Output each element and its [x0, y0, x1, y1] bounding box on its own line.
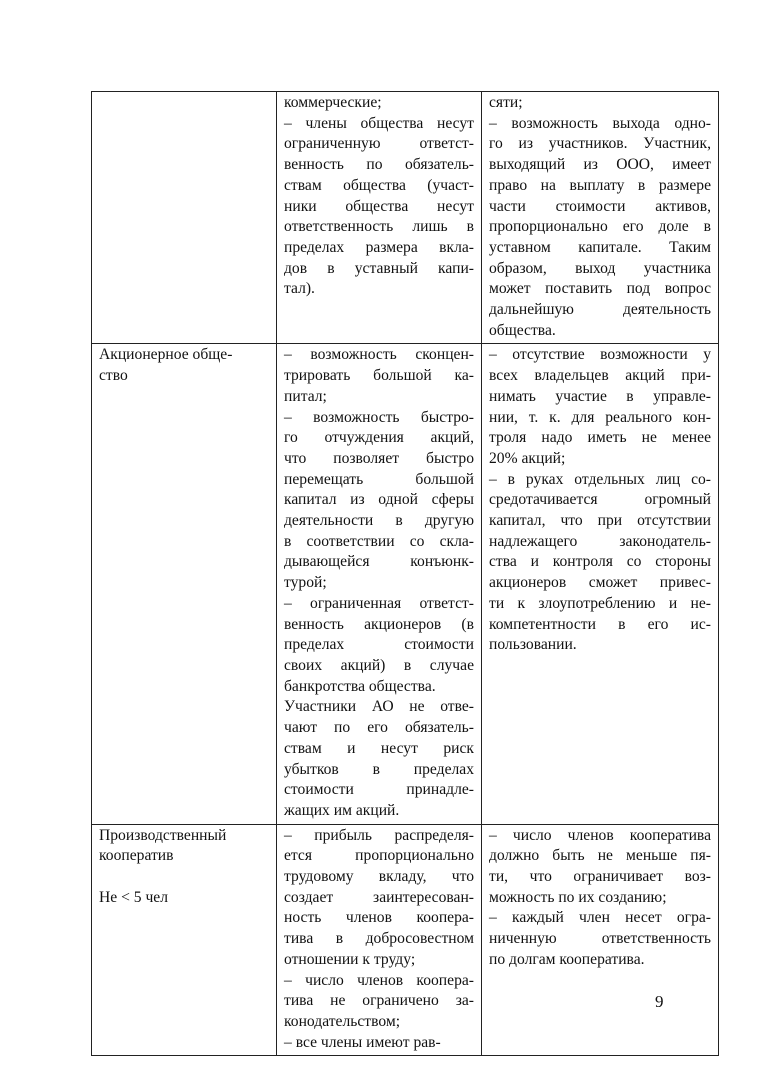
cell-text-line: ствам и несут риск	[284, 739, 474, 757]
cell-text-line: тал).	[284, 280, 315, 298]
cell-text-line: в соответствии со скла-	[284, 532, 474, 550]
cell-text-line: можность по их созданию;	[489, 888, 667, 906]
cell-text-line: дальнейшую деятельность	[489, 301, 711, 319]
cell-text-line: убытков в пределах	[284, 760, 474, 778]
cell-text-line: ти к злоупотреблению и не-	[489, 594, 711, 612]
table-row	[92, 344, 719, 824]
table-cell-advantages	[277, 344, 482, 824]
cell-text-line: ниченную ответственность	[489, 930, 711, 948]
table-row	[92, 92, 719, 344]
cell-text-line: надлежащего законодатель-	[489, 532, 711, 550]
cell-text-line: – в руках отдельных лиц со-	[489, 470, 711, 488]
cell-text-line: пределах размера вкла-	[284, 238, 474, 256]
cell-text-line: – прибыль распределя-	[284, 826, 474, 844]
cell-text-line: Производственный	[99, 826, 227, 844]
cell-text-line: Акционерное обще-	[99, 346, 233, 364]
cell-text-line: 20% акций;	[489, 449, 566, 467]
cell-text-line: нии, т. к. для реального кон-	[489, 408, 711, 426]
cell-text-line: ства и контроля со стороны	[489, 553, 711, 571]
cell-text-line: капитал, что при отсутствии	[489, 512, 711, 530]
cell-text-line: турой;	[284, 574, 327, 592]
cell-text-line: – ограниченная ответст-	[284, 594, 474, 612]
cell-text-line: ти, что ограничивает воз-	[489, 868, 711, 886]
table-cell-advantages	[277, 92, 482, 344]
cell-text-line: образом, выход участника	[489, 259, 711, 277]
cell-text-line: го отчуждения акций,	[284, 429, 474, 447]
cell-text-line: общества.	[489, 321, 556, 339]
cell-text-line: питал;	[284, 387, 327, 405]
cell-text-line: перемещать большой	[284, 470, 474, 488]
cell-text-line: создает заинтересован-	[284, 888, 474, 906]
cell-text-line: деятельности в другую	[284, 512, 474, 530]
cell-text-line: всех владельцев акций при-	[489, 367, 711, 385]
cell-text-line: должно быть не меньше пя-	[489, 847, 711, 865]
cell-text-line: своих акций) в случае	[284, 656, 474, 674]
cell-text-line: чают по его обязатель-	[284, 719, 474, 737]
cell-text-line: ство	[99, 367, 128, 385]
cell-text-line: ограниченную ответст-	[284, 135, 474, 153]
comparison-table	[91, 91, 719, 1056]
cell-text-line: акционеров сможет привес-	[489, 574, 711, 592]
cell-text-line: коммерческие;	[284, 94, 382, 111]
cell-text-line: – возможность выхода одно-	[489, 114, 711, 132]
cell-text-line: пользовании.	[489, 636, 577, 654]
table-cell-disadvantages	[482, 92, 719, 344]
cell-text-line: – число членов коопера-	[284, 971, 474, 989]
cell-text-line: средотачивается огромный	[489, 491, 711, 509]
cell-text-line: го из участников. Участник,	[489, 135, 711, 153]
cell-text-line: может поставить под вопрос	[489, 280, 711, 298]
cell-text-line: трудовому вкладу, что	[284, 868, 474, 886]
cell-text-line: нимать участие в управле-	[489, 387, 711, 405]
cell-text-line: ется пропорционально	[284, 847, 474, 865]
cell-text-line: – возможность сконцен-	[284, 346, 474, 364]
cell-text-line: – члены общества несут	[284, 114, 474, 132]
cell-text-line: части стоимости активов,	[489, 197, 711, 215]
table-cell-org-form	[92, 344, 277, 824]
cell-text-line: дывающейся конъюнк-	[284, 553, 474, 571]
cell-text-line: ствам общества (участ-	[284, 176, 474, 194]
cell-text-line: – каждый член несет огра-	[489, 909, 711, 927]
cell-text-line: тива не ограничено за-	[284, 992, 474, 1010]
cell-text-line: кооператив	[99, 847, 174, 865]
cell-text-line: – возможность быстро-	[284, 408, 474, 426]
cell-text-line: – все члены имеют рав-	[284, 1033, 441, 1051]
table-cell-org-form	[92, 92, 277, 344]
cell-text-line: сяти;	[489, 94, 523, 111]
cell-text-line: ответственность лишь в	[284, 218, 474, 236]
cell-text-line: банкротства общества.	[284, 677, 436, 695]
cell-text-line: право на выплату в размере	[489, 176, 711, 194]
cell-text-line: стоимости принадле-	[284, 781, 474, 799]
cell-text-line: уставном капитале. Таким	[489, 238, 711, 256]
cell-text-line: выходящий из ООО, имеет	[489, 156, 711, 174]
table-cell-org-form	[92, 824, 277, 1056]
table-row	[92, 824, 719, 1056]
cell-text-line: по долгам кооператива.	[489, 950, 645, 968]
cell-text-line: ность членов коопера-	[284, 909, 474, 927]
cell-text-line: тива в добросовестном	[284, 930, 474, 948]
cell-text-line: дов в уставный капи-	[284, 259, 474, 277]
cell-text-line	[99, 867, 269, 888]
cell-text-line: пропорционально его доле в	[489, 218, 711, 236]
table-cell-advantages	[277, 824, 482, 1056]
cell-text-line: венность акционеров (в	[284, 615, 474, 633]
cell-text-line: – число членов кооператива	[489, 826, 711, 844]
page-number: 9	[655, 992, 664, 1011]
cell-text-line: компетентности в его ис-	[489, 615, 711, 633]
cell-text-line: ники общества несут	[284, 197, 474, 215]
cell-text-line: Не < 5 чел	[99, 888, 169, 906]
cell-text-line: венность по обязатель-	[284, 156, 474, 174]
cell-text-line: – отсутствие возможности у	[489, 346, 711, 364]
cell-text-line: жащих им акций.	[284, 801, 400, 819]
cell-text-line: троля надо иметь не менее	[489, 429, 711, 447]
cell-text-line: конодательством;	[284, 1012, 401, 1030]
cell-text-line: пределах стоимости	[284, 636, 474, 654]
table-cell-disadvantages	[482, 824, 719, 1056]
cell-text-line: капитал из одной сферы	[284, 491, 474, 509]
cell-text-line: Участники АО не отве-	[284, 698, 474, 716]
cell-text-line: отношении к труду;	[284, 950, 416, 968]
cell-text-line: что позволяет быстро	[284, 449, 474, 467]
cell-text-line: трировать большой ка-	[284, 367, 474, 385]
table-cell-disadvantages	[482, 344, 719, 824]
